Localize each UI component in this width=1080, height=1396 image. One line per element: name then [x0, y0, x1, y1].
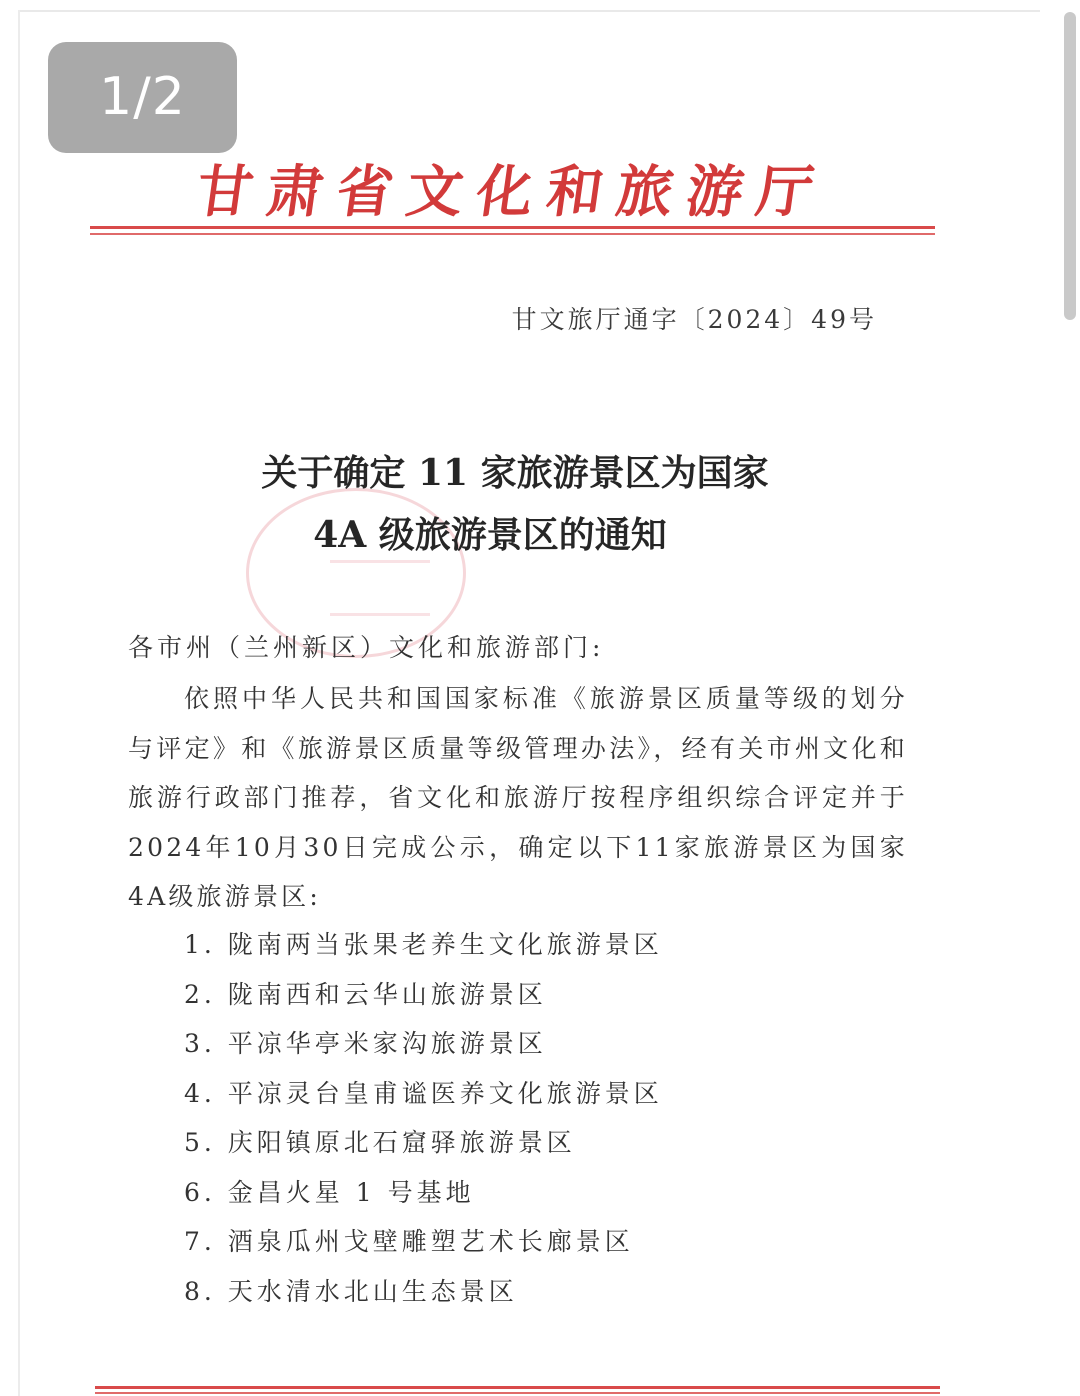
- page-edge: [18, 10, 1040, 12]
- list-item: 2. 陇南西和云华山旅游景区: [184, 979, 547, 1009]
- document-number: 甘文旅厅通字〔2024〕49号: [511, 305, 877, 334]
- list-item: 4. 平凉灵台皇甫谧医养文化旅游景区: [184, 1078, 663, 1108]
- letterhead-red-rule: [90, 226, 935, 229]
- letterhead-title: 甘肃省文化和旅游厅: [192, 160, 832, 225]
- body-paragraph: 依照中华人民共和国国家标准《旅游景区质量等级的划分与评定》和《旅游景区质量等级管理办法》，经有关市州文化和旅游行政部门推荐，省文化和旅游厅按程序组织综合评定并于2024年10月30日完成公示，确定以下11家旅游景区为国家4A级旅游景区:: [128, 684, 908, 911]
- list-item: 6. 金昌火星 1 号基地: [184, 1177, 475, 1207]
- page-edge: [18, 10, 20, 1396]
- official-seal-stamp-detail: [330, 560, 430, 616]
- addressee: 各市州（兰州新区）文化和旅游部门:: [128, 633, 605, 662]
- footer-red-rule-thin: [95, 1392, 940, 1394]
- list-item: 3. 平凉华亭米家沟旅游景区: [184, 1029, 547, 1058]
- document-title-line-2: 4A 级旅游景区的通知: [313, 514, 667, 556]
- list-item: 5. 庆阳镇原北石窟驿旅游景区: [184, 1128, 576, 1157]
- letterhead-red-rule-thin: [90, 233, 935, 235]
- list-item: 1. 陇南两当张果老养生文化旅游景区: [184, 930, 663, 959]
- page-indicator-badge: 1/2: [48, 42, 237, 153]
- document-title: [120, 442, 910, 566]
- footer-red-rule: [95, 1386, 940, 1389]
- vertical-scrollbar[interactable]: [1064, 12, 1076, 320]
- list-item: 8. 天水清水北山生态景区: [184, 1276, 518, 1306]
- list-item: 7. 酒泉瓜州戈壁雕塑艺术长廊景区: [184, 1227, 634, 1256]
- document-title-line-1: 关于确定 11 家旅游景区为国家: [261, 452, 769, 494]
- scenic-area-list: [184, 920, 663, 1316]
